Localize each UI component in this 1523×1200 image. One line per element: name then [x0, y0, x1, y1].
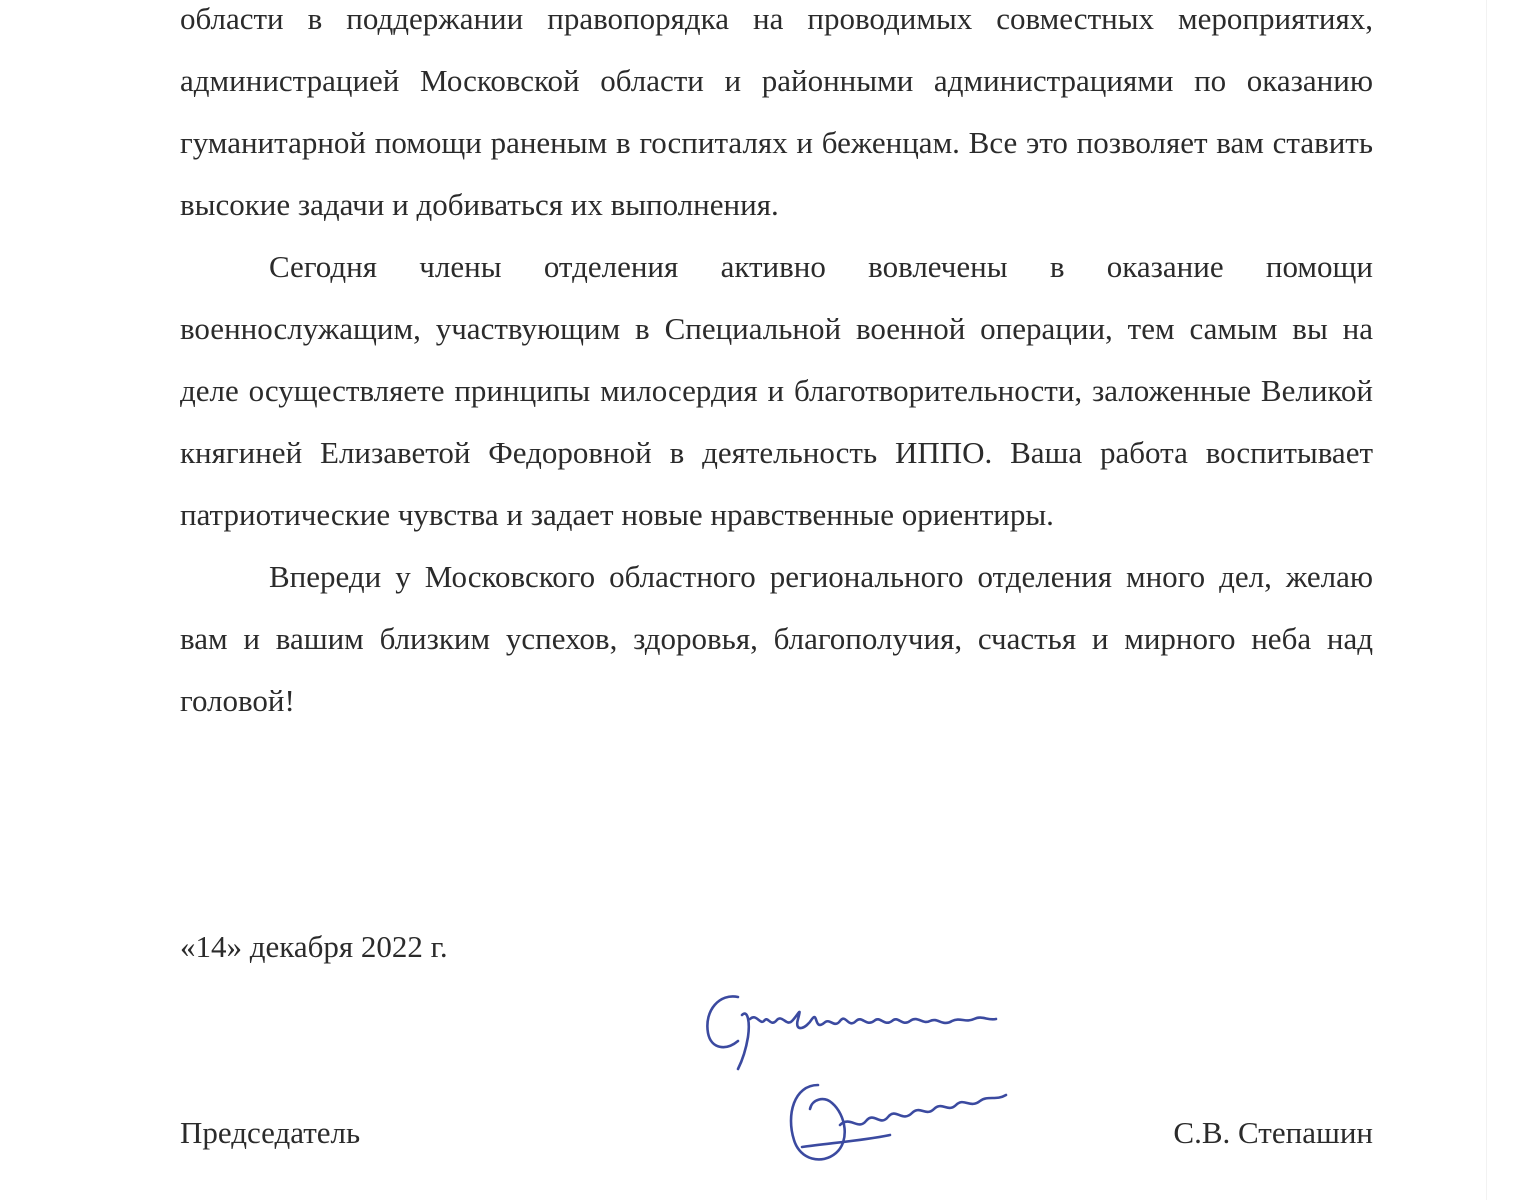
- paragraph-2: Сегодня члены отделения активно вовлечены в оказание помощи военнослужащим, участвующим в Специальной военной операции, тем самым вы на деле осуществляете принципы милосердия и благотворительности, заложенные Великой княгиней Елизаветой Федоровной в деятельность ИППО. Ваша работа воспитывает патриотические чувства и задает новые нравственные ориентиры.: [180, 249, 1373, 532]
- signature-stroke-tail: [802, 1135, 890, 1147]
- handwritten-signature: [690, 975, 1030, 1180]
- letter-body: [180, 0, 1373, 732]
- paragraph-3: Впереди у Московского областного регионального отделения много дел, желаю вам и вашим близким успехов, здоровья, благополучия, счастья и мирного неба над головой!: [180, 559, 1373, 718]
- page-edge-line: [1486, 0, 1487, 1200]
- signature-stroke-main: [791, 1085, 1006, 1159]
- letter-date: «14» декабря 2022 г.: [180, 929, 448, 964]
- signer-name: С.В. Степашин: [1173, 1115, 1373, 1150]
- signature-stroke-greeting: [738, 1012, 996, 1069]
- signer-position: Председатель: [180, 1115, 361, 1150]
- paragraph-1: области в поддержании правопорядка на проводимых совместных мероприятиях, администрацией Московской области и районными администрациями по оказанию гуманитарной помощи раненым в госпиталях и беженцам. Все это позволяет вам ставить высокие задачи и добиваться их выполнения.: [180, 1, 1373, 222]
- signature-stroke-c: [707, 996, 738, 1047]
